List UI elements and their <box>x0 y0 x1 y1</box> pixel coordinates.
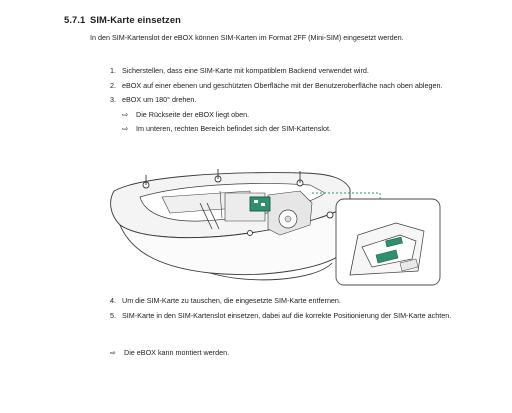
step-3 <box>110 95 480 106</box>
step-number: 4. <box>110 296 116 305</box>
step-text: Sicherstellen, dass eine SIM-Karte mit kompatiblem Backend verwendet wird. <box>122 66 369 75</box>
result-arrow-icon: ⇨ <box>122 124 129 134</box>
step-5 <box>110 311 480 322</box>
ebox-sim-slot-illustration <box>100 163 445 288</box>
step-number: 1. <box>110 66 116 75</box>
ebox-device-drawing <box>111 169 350 280</box>
instruction-list-bottom <box>110 296 480 325</box>
result-2 <box>110 124 480 135</box>
section-number: 5.7.1 <box>64 14 86 25</box>
section-heading <box>64 14 181 25</box>
step-text: Um die SIM-Karte zu tauschen, die eingesetzte SIM-Karte entfernen. <box>122 296 341 305</box>
result-1 <box>110 110 480 121</box>
step-4 <box>110 296 480 307</box>
result-text: Die Rückseite der eBOX liegt oben. <box>136 109 250 119</box>
step-text: SIM-Karte in den SIM-Kartenslot einsetzen, dabei auf die korrekte Positionierung der SIM-Karte achten. <box>122 310 452 320</box>
result-arrow-icon: ⇨ <box>110 348 117 357</box>
step-number: 5. <box>110 310 116 320</box>
instruction-list-top <box>110 66 480 139</box>
step-1 <box>110 66 480 77</box>
intro-paragraph: In den SIM-Kartenslot der eBOX können SIM-Karten im Format 2FF (Mini-SIM) eingesetzt werden. <box>90 33 404 42</box>
step-number: 2. <box>110 80 116 90</box>
result-text: Im unteren, rechten Bereich befindet sich der SIM-Kartenslot. <box>136 124 331 134</box>
sim-slot-detail-zoom <box>336 199 440 285</box>
step-number: 3. <box>110 95 116 105</box>
section-title: SIM-Karte einsetzen <box>90 14 181 25</box>
result-text: Die eBOX kann montiert werden. <box>124 348 230 357</box>
step-2 <box>110 81 480 92</box>
result-arrow-icon: ⇨ <box>122 109 129 119</box>
step-text: eBOX um 180° drehen. <box>122 95 197 105</box>
step-text: eBOX auf einer ebenen und geschützten Oberfläche mit der Benutzeroberfläche nach oben ablegen. <box>122 80 443 90</box>
